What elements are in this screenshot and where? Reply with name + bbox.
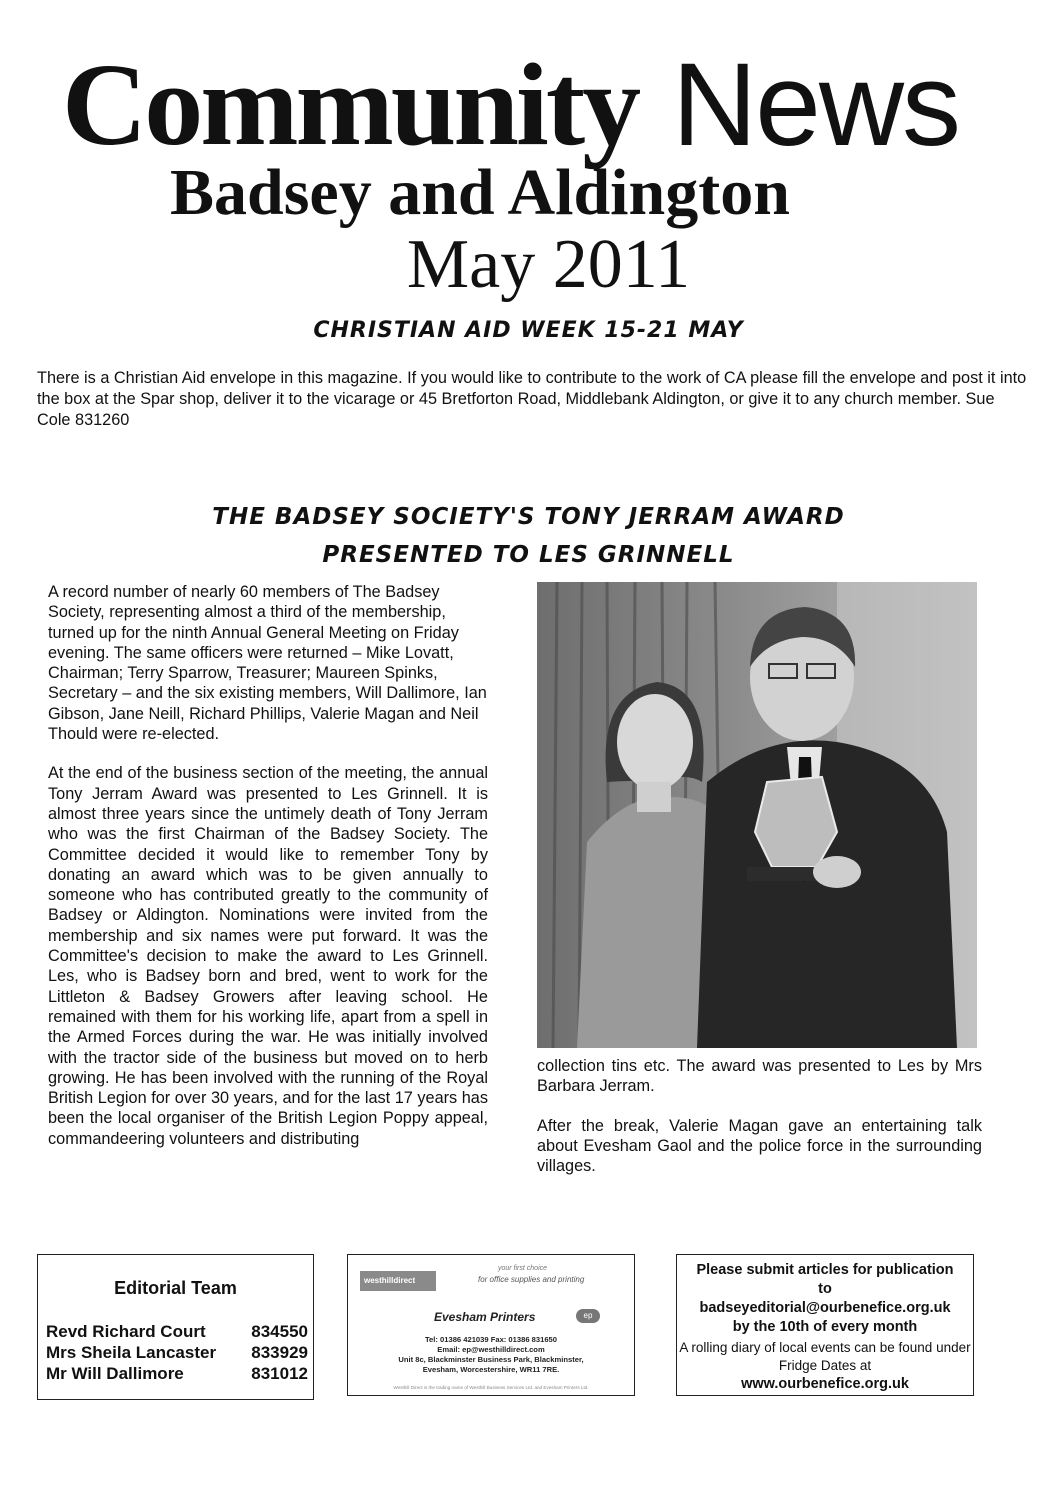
award-heading-line1: THE BADSEY SOCIETY'S TONY JERRAM AWARD [212, 504, 845, 530]
editorial-list [46, 1321, 308, 1384]
masthead-place: Badsey and Aldington [170, 156, 790, 229]
article-right-column [537, 1056, 982, 1195]
christian-aid-body: There is a Christian Aid envelope in this magazine. If you would like to contribute to the work of CA please fill the envelope and post it into the box at the Spar shop, deliver it to the vicarage or 45 Bretforton Road, Middlebank Aldington, or give it to any church member. Sue Cole 831260 [37, 369, 1027, 429]
advert-address: Evesham, Worcestershire, WR11 7RE. [422, 1365, 560, 1374]
submission-line: Please submit articles for publication [696, 1262, 954, 1278]
article-left-column [48, 582, 488, 1168]
member-name: Revd Richard Court [46, 1322, 206, 1341]
submission-deadline: by the 10th of every month [732, 1319, 918, 1335]
editorial-member [46, 1363, 308, 1384]
member-name: Mr Will Dallimore [46, 1364, 184, 1383]
article-paragraph: After the break, Valerie Magan gave an entertaining talk about Evesham Gaol and the police force in the surrounding villages. [537, 1116, 982, 1176]
printer-advert [347, 1254, 635, 1396]
submission-instructions [677, 1261, 973, 1337]
member-phone: 834550 [251, 1322, 308, 1341]
editorial-title: Editorial Team [114, 1278, 237, 1298]
editorial-team-box [37, 1254, 314, 1400]
submission-info-box [676, 1254, 974, 1396]
editorial-member [46, 1321, 308, 1342]
advert-contact [348, 1335, 634, 1375]
advert-tagline: your first choice [498, 1265, 548, 1272]
advert-phone: Tel: 01386 421039 Fax: 01386 831650 [424, 1335, 557, 1344]
award-heading [0, 498, 1057, 574]
masthead [0, 40, 1057, 310]
article-paragraph: collection tins etc. The award was presented to Les by Mrs Barbara Jerram. [537, 1057, 982, 1096]
award-photo [537, 582, 977, 1048]
christian-aid-heading: CHRISTIAN AID WEEK 15-21 MAY [313, 318, 744, 343]
award-heading-line2: PRESENTED TO LES GRINNELL [322, 542, 735, 568]
advert-email: Email: ep@westhilldirect.com [437, 1345, 545, 1354]
article-paragraph: At the end of the business section of the meeting, the annual Tony Jerram Award was presented to Les Grinnell. It is almost three years since the untimely death of Tony Jerram who was the first Chairman of the Badsey Society. The Committee decided it would like to remember Tony by donating an award which was to be given annually to someone who has contributed greatly to the community of Badsey or Aldington. Nominations were invited from the membership and six names were put forward. It was the Committee's decision to make the award to Les Grinnell. Les, who is Badsey born and bred, went to work for the Littleton & Badsey Growers after leaving school. He remained with them for his working life, apart from a spell in the Armed Forces during the war. He was initially involved with the tractor side of the business but moved on to herb growing. He has been involved with the running of the Royal British Legion for over 30 years, and for the last 17 years has been the local organiser of the British Legion Poppy appeal, commandeering volunteers and distributing [48, 764, 488, 1148]
advert-company-name: Evesham Printers [434, 1310, 536, 1324]
westhill-logo: westhilldirect [360, 1271, 436, 1291]
advert-address: Unit 8c, Blackminster Business Park, Blackminster, [398, 1355, 584, 1364]
advert-footer: Westhill Direct is the trading name of Westhill Business Services Ltd. and Evesham Printers Ltd. [393, 1385, 589, 1390]
fridge-dates-note: A rolling diary of local events can be found under Fridge Dates at [679, 1340, 971, 1373]
editorial-member [46, 1342, 308, 1363]
submission-line: to [818, 1281, 832, 1297]
benefice-url: www.ourbenefice.org.uk [741, 1376, 909, 1392]
award-photo-image [537, 582, 977, 1048]
member-phone: 833929 [251, 1343, 308, 1362]
article-paragraph: A record number of nearly 60 members of The Badsey Society, representing almost a third of the membership, turned up for the ninth Annual General Meeting on Friday evening. The same officers were returned – Mike Lovatt, Chairman; Terry Sparrow, Treasurer; Maureen Spinks, Secretary – and the six existing members, Will Dallimore, Ian Gibson, Jane Neill, Richard Phillips, Valerie Magan and Neil Thould were re-elected. [48, 583, 487, 744]
issue-date: May 2011 [406, 226, 691, 303]
submission-email: badseyeditorial@ourbenefice.org.uk [699, 1300, 951, 1316]
member-name: Mrs Sheila Lancaster [46, 1343, 217, 1362]
member-phone: 831012 [251, 1364, 308, 1383]
masthead-news: News [672, 39, 960, 171]
advert-tagline: for office supplies and printing [478, 1275, 585, 1284]
masthead-community: Community [62, 39, 639, 170]
ep-logo-icon: ep [576, 1309, 600, 1323]
